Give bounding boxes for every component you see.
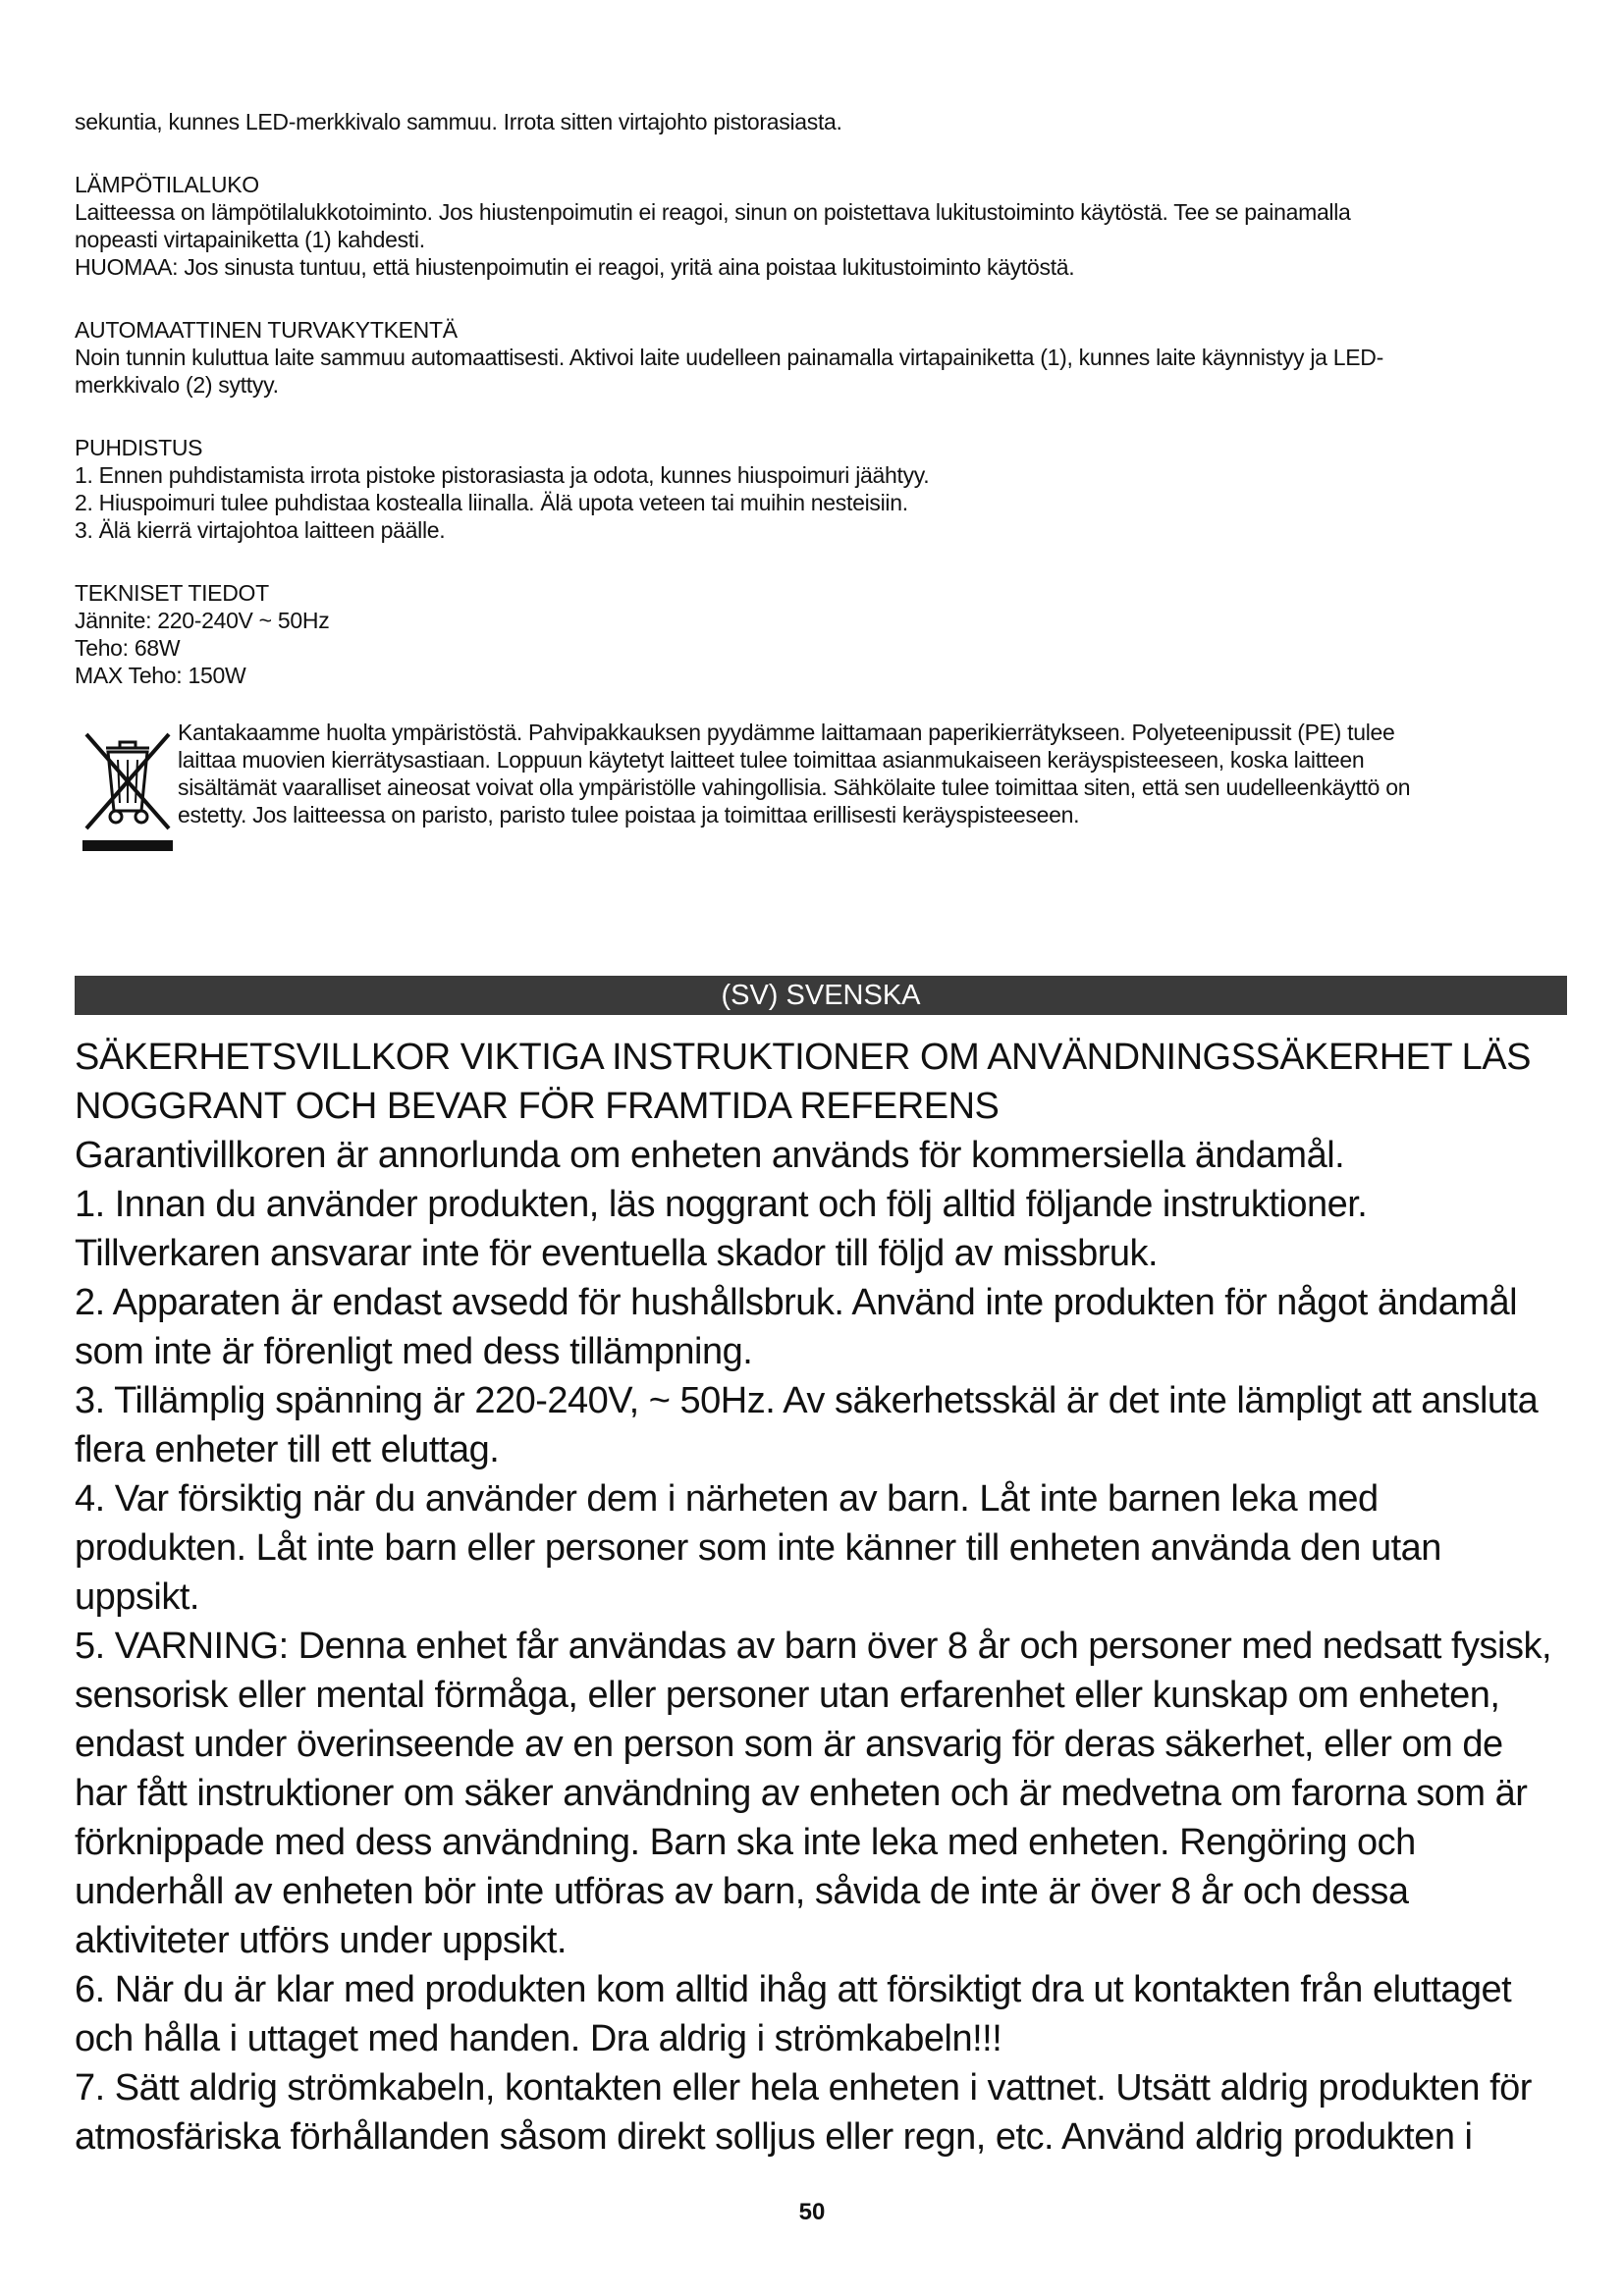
swedish-text-line: sensorisk eller mental förmåga, eller personer utan erfarenhet eller kunskap om enheten, — [75, 1675, 1500, 1716]
language-header-bar: (SV) SVENSKA — [75, 976, 1567, 1015]
swedish-text-line: 5. VARNING: Denna enhet får användas av barn över 8 år och personer med nedsatt fysisk, — [75, 1626, 1552, 1667]
swedish-text-line: Tillverkaren ansvarar inte för eventuella skador till följd av missbruk. — [75, 1233, 1159, 1274]
cleaning-step: 2. Hiuspoimuri tulee puhdistaa kostealla liinalla. Älä upota veteen tai muihin nesteisiin. — [75, 490, 908, 515]
swedish-heading-line: NOGGRANT OCH BEVAR FÖR FRAMTIDA REFERENS — [75, 1086, 1000, 1127]
recycling-line: sisältämät vaaralliset aineosat voivat olla ympäristölle vahingollisia. Sähkölaite tulee toimittaa siten, että sen uudelleenkäyttö on — [178, 774, 1411, 800]
tech-data-title: TEKNISET TIEDOT — [75, 580, 269, 606]
swedish-text-line: underhåll av enheten bör inte utföras av barn, såvida de inte är över 8 år och dessa — [75, 1871, 1409, 1912]
recycling-line: Kantakaamme huolta ympäristöstä. Pahvipakkauksen pyydämme laittamaan paperikierrätykseen. Polyeteenipussit (PE) tulee — [178, 720, 1395, 745]
cleaning-step: 3. Älä kierrä virtajohtoa laitteen päälle. — [75, 517, 446, 543]
swedish-text-line: 1. Innan du använder produkten, läs noggrant och följ alltid följande instruktioner. — [75, 1184, 1368, 1225]
auto-safety-line: merkkivalo (2) syttyy. — [75, 372, 279, 398]
page-number: 50 — [798, 2199, 826, 2225]
swedish-text-line: Garantivillkoren är annorlunda om enheten används för kommersiella ändamål. — [75, 1135, 1345, 1176]
thermal-lock-line: Laitteessa on lämpötilalukkotoiminto. Jos hiustenpoimutin ei reagoi, sinun on poistettava lukitustoiminto käytöstä. Tee se painamalla — [75, 199, 1351, 225]
swedish-safety-text — [75, 1033, 1572, 2162]
recycling-line: estetty. Jos laitteessa on paristo, paristo tulee poistaa ja toimittaa erillisesti keräyspisteeseen. — [178, 802, 1080, 828]
swedish-text-line: 6. När du är klar med produkten kom alltid ihåg att försiktigt dra ut kontakten från eluttaget — [75, 1969, 1512, 2010]
auto-safety-line: Noin tunnin kuluttua laite sammuu automaattisesti. Aktivoi laite uudelleen painamalla virtapainiketta (1), kunnes laite käynnistyy ja LED- — [75, 345, 1383, 370]
cleaning-title: PUHDISTUS — [75, 435, 203, 460]
swedish-text-line: 4. Var försiktig när du använder dem i närheten av barn. Låt inte barnen leka med — [75, 1478, 1379, 1520]
auto-safety-section — [75, 316, 1567, 399]
intro-line: sekuntia, kunnes LED-merkkivalo sammuu. Irrota sitten virtajohto pistorasiasta. — [75, 109, 842, 134]
tech-data-section — [75, 579, 1567, 689]
swedish-text-line: och hålla i uttaget med handen. Dra aldrig i strömkabeln!!! — [75, 2018, 1002, 2059]
swedish-text-line: 7. Sätt aldrig strömkabeln, kontakten eller hela enheten i vattnet. Utsätt aldrig produkten för — [75, 2067, 1532, 2109]
tech-data-power: Teho: 68W — [75, 635, 181, 661]
recycling-notice — [75, 719, 1567, 852]
thermal-lock-line: nopeasti virtapainiketta (1) kahdesti. — [75, 227, 425, 252]
recycling-line: laittaa muovien kierrätysastiaan. Loppuun käytetyt laitteet tulee toimittaa asianmukaiseen keräyspisteeseen, koska laitteen — [178, 747, 1365, 773]
recycling-text — [178, 719, 1567, 828]
cleaning-section — [75, 434, 1567, 544]
swedish-text-line: endast under överinseende av en person som är ansvarig för deras säkerhet, eller om de — [75, 1724, 1503, 1765]
tech-data-voltage: Jännite: 220-240V ~ 50Hz — [75, 608, 330, 633]
swedish-text-line: 2. Apparaten är endast avsedd för hushållsbruk. Använd inte produkten för något ändamål — [75, 1282, 1518, 1323]
swedish-text-line: 3. Tillämplig spänning är 220-240V, ~ 50Hz. Av säkerhetsskäl är det inte lämpligt att ansluta — [75, 1380, 1539, 1421]
swedish-text-line: atmosfäriska förhållanden såsom direkt solljus eller regn, etc. Använd aldrig produkten i — [75, 2116, 1473, 2158]
swedish-text-line: som inte är förenligt med dess tillämpning. — [75, 1331, 753, 1372]
swedish-text-line: aktiviteter utförs under uppsikt. — [75, 1920, 567, 1961]
swedish-text-line: uppsikt. — [75, 1576, 199, 1618]
swedish-text-line: har fått instruktioner om säker användning av enheten och är medvetna om farorna som är — [75, 1773, 1528, 1814]
swedish-text-line: förknippade med dess användning. Barn ska inte leka med enheten. Rengöring och — [75, 1822, 1416, 1863]
finnish-section — [75, 108, 1567, 852]
thermal-lock-section — [75, 171, 1567, 281]
crossed-out-wheelie-bin-icon — [82, 730, 173, 852]
tech-data-max-power: MAX Teho: 150W — [75, 663, 246, 688]
swedish-heading-line: SÄKERHETSVILLKOR VIKTIGA INSTRUKTIONER OM ANVÄNDNINGSSÄKERHET LÄS — [75, 1037, 1531, 1078]
cleaning-step: 1. Ennen puhdistamista irrota pistoke pistorasiasta ja odota, kunnes hiuspoimuri jäähtyy. — [75, 462, 930, 488]
swedish-text-line: produkten. Låt inte barn eller personer som inte känner till enheten använda den utan — [75, 1527, 1441, 1569]
thermal-lock-note: HUOMAA: Jos sinusta tuntuu, että hiustenpoimutin ei reagoi, yritä aina poistaa lukitustoiminto käytöstä. — [75, 254, 1075, 280]
thermal-lock-title: LÄMPÖTILALUKO — [75, 172, 259, 197]
swedish-text-line: flera enheter till ett eluttag. — [75, 1429, 500, 1470]
auto-safety-title: AUTOMAATTINEN TURVAKYTKENTÄ — [75, 317, 458, 343]
